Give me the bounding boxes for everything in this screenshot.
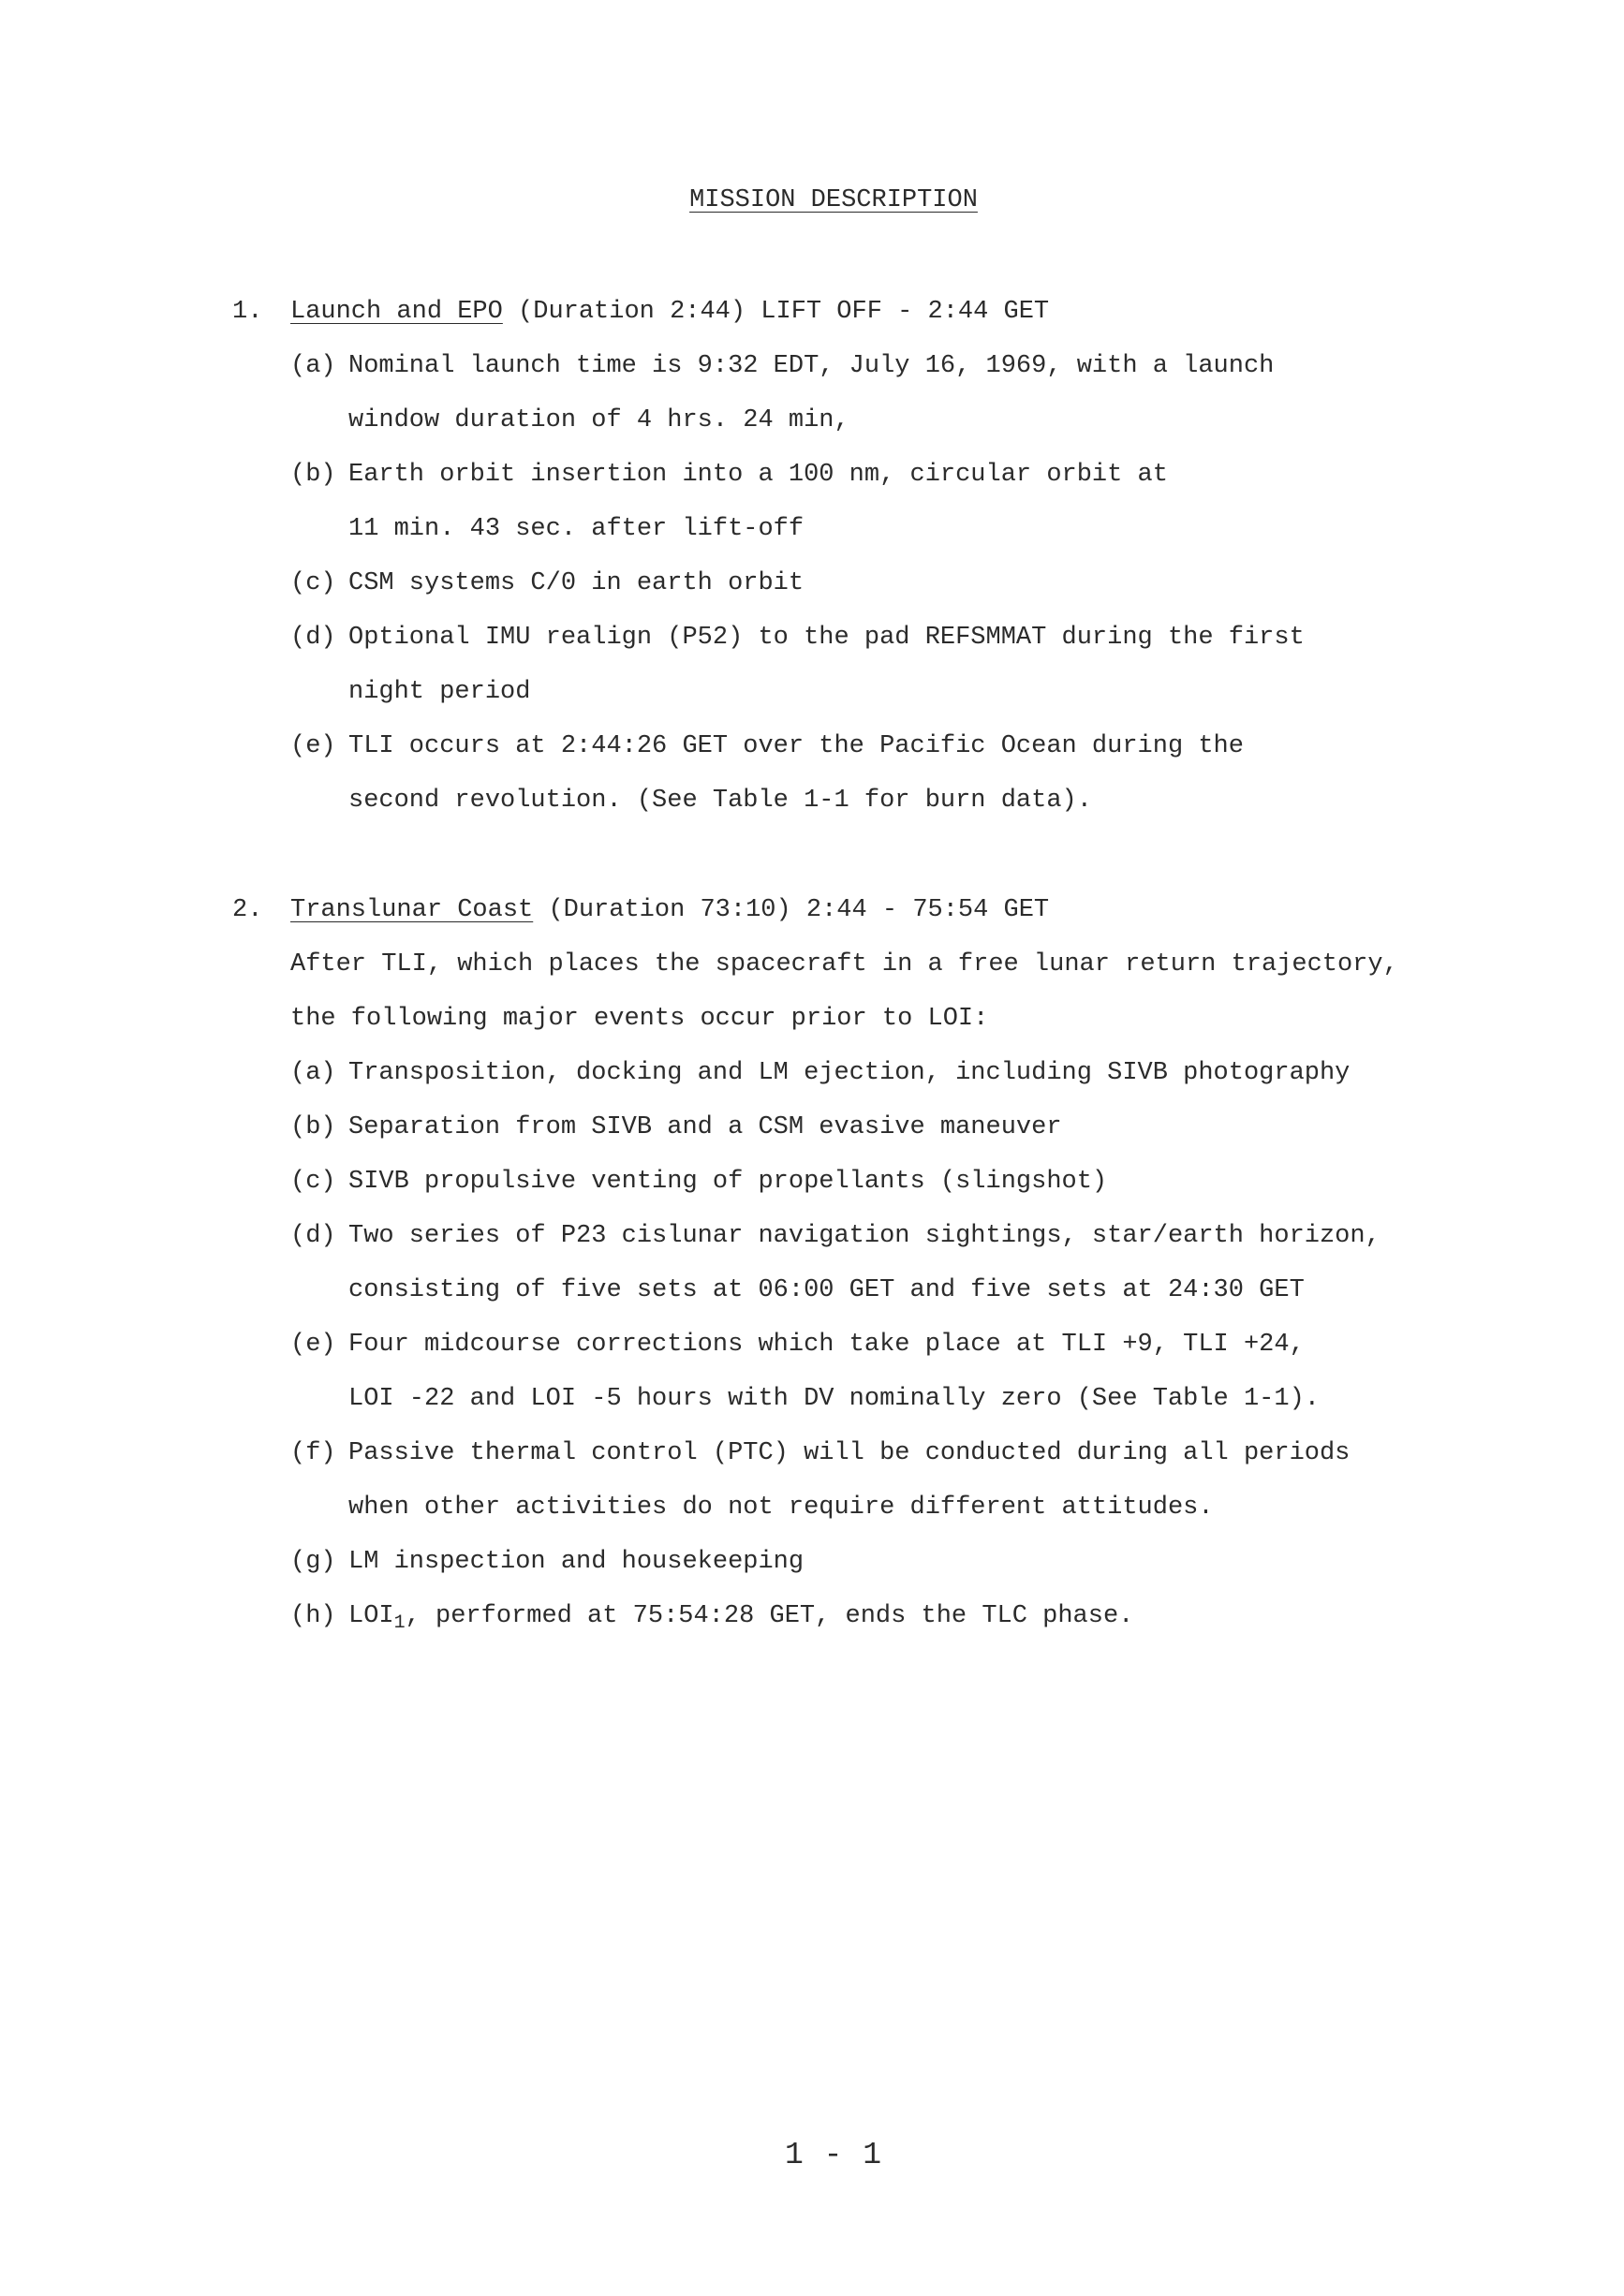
item-text-rest: , performed at 75:54:28 GET, ends the TLC phase. xyxy=(405,1602,1134,1630)
list-item xyxy=(232,611,1305,665)
list-item xyxy=(232,1589,1398,1643)
item-label: (e) xyxy=(290,1331,336,1359)
item-label: (a) xyxy=(290,352,336,380)
section-heading xyxy=(232,883,1398,937)
item-continuation: second revolution. (See Table 1-1 for burn data). xyxy=(348,787,1092,815)
page-title: MISSION DESCRIPTION xyxy=(689,186,978,214)
item-label: (c) xyxy=(290,569,336,597)
item-text: Separation from SIVB and a CSM evasive maneuver xyxy=(348,1113,1062,1141)
item-text: Transposition, docking and LM ejection, including SIVB photography xyxy=(348,1059,1351,1087)
list-item xyxy=(232,1209,1398,1263)
item-continuation: 11 min. 43 sec. after lift-off xyxy=(348,515,805,543)
list-item xyxy=(232,339,1305,393)
item-text: Passive thermal control (PTC) will be conducted during all periods xyxy=(348,1439,1351,1467)
item-text: Nominal launch time is 9:32 EDT, July 16, 1969, with a launch xyxy=(348,352,1275,380)
list-item xyxy=(232,556,1305,611)
loi-subscript: 1 xyxy=(393,1612,406,1634)
item-label: (d) xyxy=(290,624,336,652)
section-title: Launch and EPO xyxy=(290,298,503,326)
item-text: Earth orbit insertion into a 100 nm, circular orbit at xyxy=(348,461,1168,489)
item-text: Optional IMU realign (P52) to the pad REFSMMAT during the first xyxy=(348,624,1305,652)
item-text: LM inspection and housekeeping xyxy=(348,1548,805,1576)
item-text: Two series of P23 cislunar navigation sightings, star/earth horizon, xyxy=(348,1222,1380,1250)
item-text: SIVB propulsive venting of propellants (slingshot) xyxy=(348,1168,1108,1196)
intro-paragraph-line: After TLI, which places the spacecraft in a free lunar return trajectory, xyxy=(290,950,1398,979)
list-item xyxy=(232,1100,1398,1155)
list-item xyxy=(232,719,1305,773)
section-subtitle: (Duration 73:10) 2:44 - 75:54 GET xyxy=(533,896,1050,924)
list-item xyxy=(232,1426,1398,1480)
item-continuation: when other activities do not require different attitudes. xyxy=(348,1494,1214,1522)
section-launch-and-epo xyxy=(232,285,1305,828)
item-continuation: LOI -22 and LOI -5 hours with DV nominally zero (See Table 1-1). xyxy=(348,1385,1320,1413)
item-label: (e) xyxy=(290,732,336,760)
section-heading xyxy=(232,285,1305,339)
list-item xyxy=(232,448,1305,502)
item-continuation: consisting of five sets at 06:00 GET and five sets at 24:30 GET xyxy=(348,1276,1305,1304)
item-continuation: window duration of 4 hrs. 24 min, xyxy=(348,406,849,434)
item-label: (b) xyxy=(290,461,336,489)
loi-abbreviation: LOI xyxy=(348,1602,394,1630)
item-label: (b) xyxy=(290,1113,336,1141)
list-item xyxy=(232,1535,1398,1589)
item-label: (d) xyxy=(290,1222,336,1250)
item-text: CSM systems C/0 in earth orbit xyxy=(348,569,805,597)
item-label: (f) xyxy=(290,1439,336,1467)
section-number: 2. xyxy=(232,896,263,924)
list-item xyxy=(232,1317,1398,1372)
intro-paragraph-line: the following major events occur prior to LOI: xyxy=(290,1005,989,1033)
section-title: Translunar Coast xyxy=(290,896,534,924)
page-number: 1 - 1 xyxy=(784,2138,883,2172)
section-number: 1. xyxy=(232,298,263,326)
item-label: (a) xyxy=(290,1059,336,1087)
item-text: TLI occurs at 2:44:26 GET over the Pacific Ocean during the xyxy=(348,732,1244,760)
item-continuation: night period xyxy=(348,678,531,706)
list-item xyxy=(232,1046,1398,1100)
item-label: (c) xyxy=(290,1168,336,1196)
item-text: Four midcourse corrections which take place at TLI +9, TLI +24, xyxy=(348,1331,1305,1359)
section-translunar-coast xyxy=(232,883,1398,1643)
item-label: (g) xyxy=(290,1548,336,1576)
list-item xyxy=(232,1155,1398,1209)
item-label: (h) xyxy=(290,1602,336,1630)
section-subtitle: (Duration 2:44) LIFT OFF - 2:44 GET xyxy=(502,298,1050,326)
item-text xyxy=(348,1602,1134,1634)
